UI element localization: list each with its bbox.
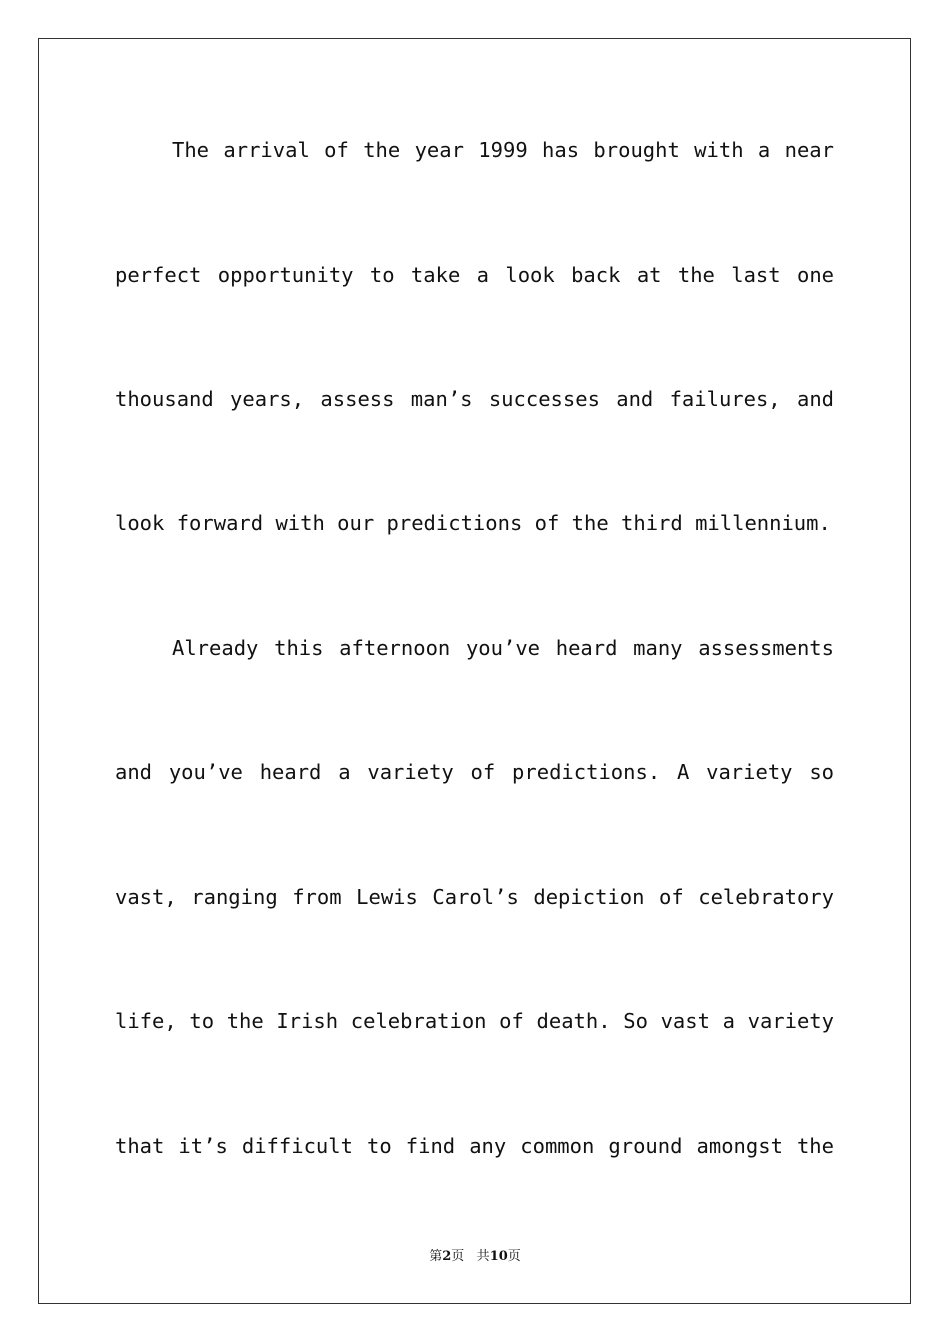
footer-total-suffix: 页 [507,1249,521,1264]
paragraph-line-6: and you’ve heard a variety of predictions. A variety so [115,760,834,784]
footer-page-prefix: 第 [429,1249,443,1264]
paragraph-line-5: Already this afternoon you’ve heard many assessments [172,636,834,660]
paragraph-line-9: that it’s difficult to find any common ground amongst the [115,1134,834,1158]
footer-total-prefix: 共 [476,1249,490,1264]
paragraph-line-4: look forward with our predictions of the third millennium. [115,511,831,535]
footer-page-number: 2 [442,1249,452,1264]
paragraph-line-7: vast, ranging from Lewis Carol’s depiction of celebratory [115,885,834,909]
footer-total-pages: 10 [489,1249,508,1264]
page-footer [0,1248,950,1266]
paragraph-line-2: perfect opportunity to take a look back at the last one [115,263,834,287]
paragraph-line-8: life, to the Irish celebration of death. So vast a variety [115,1009,834,1033]
page-frame [38,38,911,1304]
paragraph-line-1: The arrival of the year 1999 has brought with a near [172,138,834,162]
footer-page-suffix: 页 [451,1249,465,1264]
paragraph-line-3: thousand years, assess man’s successes and failures, and [115,387,834,411]
